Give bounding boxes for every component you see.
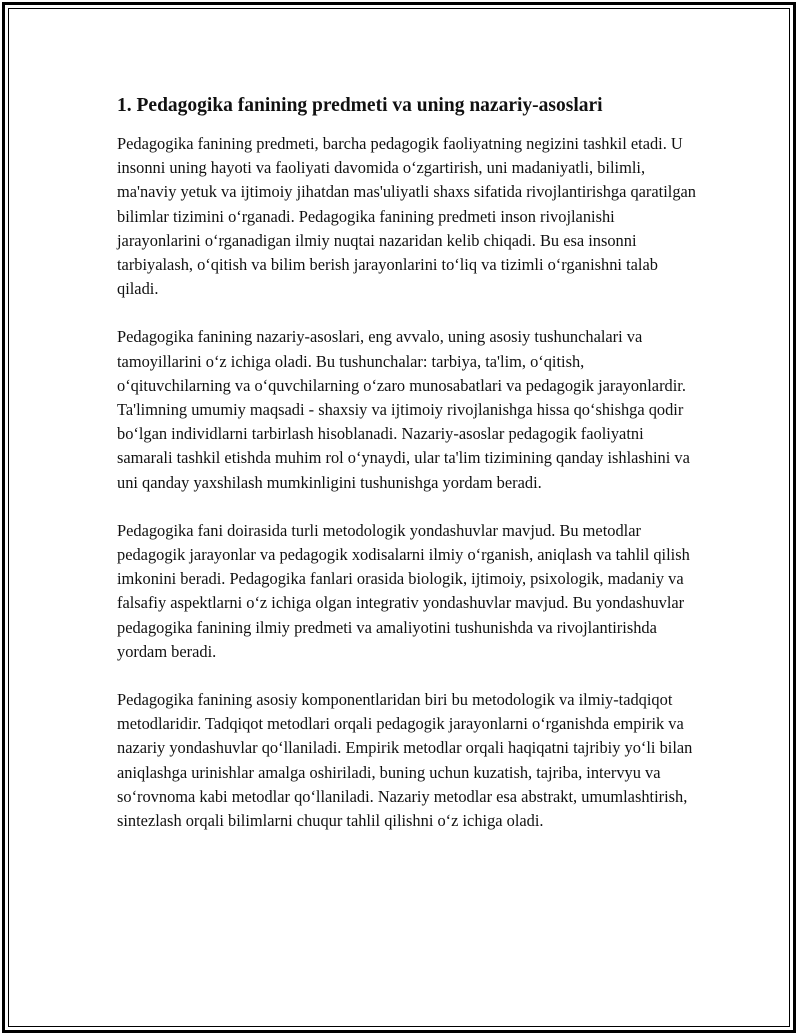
section-heading: 1. Pedagogika fanining predmeti va uning nazariy-asoslari [117, 95, 603, 116]
paragraph-2: Pedagogika fanining nazariy-asoslari, eng avvalo, uning asosiy tushunchalari va tamoyillarini o‘z ichiga oladi. Bu tushunchalar: tarbiya, ta'lim, o‘qitish, o‘qituvchilarning va o‘quvchilarning o‘zaro munosabatlari va pedagogik jarayonlardir. Ta'limning umumiy maqsadi - shaxsiy va ijtimoiy rivojlanishga hissa qo‘shishga qodir bo‘lgan individlarni tarbirlash hisoblanadi. Nazariy-asoslar pedagogik faoliyatni samarali tashkil etishda muhim rol o‘ynaydi, ular ta'lim tizimining qanday ishlashini va uni qanday yaxshilash mumkinligini tushunishga yordam beradi. [117, 327, 690, 492]
paragraph-4: Pedagogika fanining asosiy komponentlaridan biri bu metodologik va ilmiy-tadqiqot metodlaridir. Tadqiqot metodlari orqali pedagogik jarayonlarni o‘rganishda empirik va nazariy yondashuvlar qo‘llaniladi. Empirik metodlar orqali haqiqatni tajribiy yo‘li bilan aniqlashga urinishlar amalga oshiriladi, buning uchun kuzatish, tajriba, intervyu va so‘rovnoma kabi metodlar qo‘llaniladi. Nazariy metodlar esa abstrakt, umumlashtirish, sintezlash orqali bilimlarni chuqur tahlil qilishni o‘z ichiga oladi. [117, 690, 693, 831]
document-body [117, 92, 697, 857]
paragraph-1: Pedagogika fanining predmeti, barcha pedagogik faoliyatning negizini tashkil etadi. U insonni uning hayoti va faoliyati davomida o‘zgartirish, uni madaniyatli, bilimli, ma'naviy yetuk va ijtimoiy jihatdan mas'uliyatli shaxs sifatida rivojlantirishga qaratilgan bilimlar tizimini o‘rganadi. Pedagogika fanining predmeti inson rivojlanishi jarayonlarini o‘rganadigan ilmiy nuqtai nazaridan kelib chiqadi. Bu esa insonni tarbiyalash, o‘qitish va bilim berish jarayonlarini to‘liq va tizimli o‘rganishni talab qiladi. [117, 134, 696, 299]
paragraph-3: Pedagogika fani doirasida turli metodologik yondashuvlar mavjud. Bu metodlar pedagogik jarayonlar va pedagogik xodisalarni ilmiy o‘rganish, aniqlash va tahlil qilish imkonini beradi. Pedagogika fanlari orasida biologik, ijtimoiy, psixologik, madaniy va falsafiy aspektlarni o‘z ichiga olgan integrativ yondashuvlar mavjud. Bu yondashuvlar pedagogika fanining ilmiy predmeti va amaliyotini tushunishda va rivojlantirishda yordam beradi. [117, 520, 690, 661]
